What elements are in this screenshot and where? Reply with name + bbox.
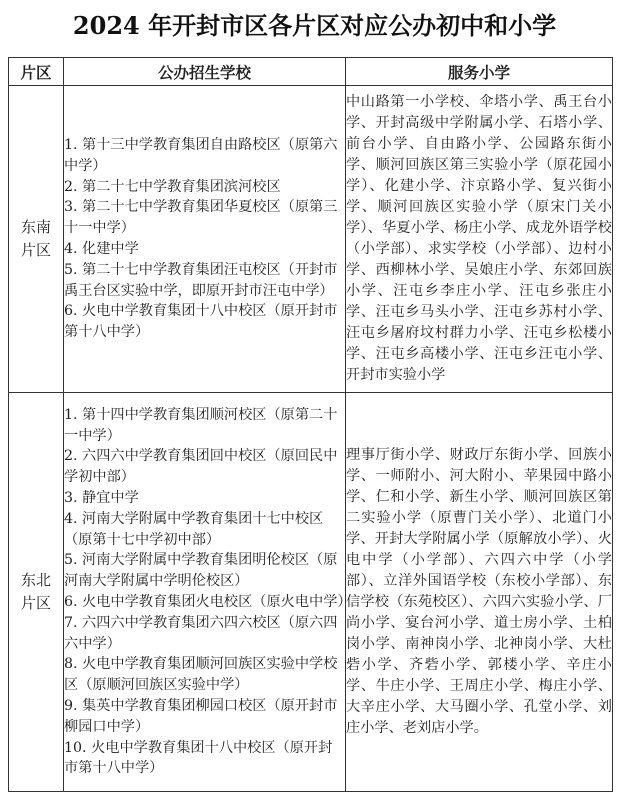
page-title: 2024 年开封市区各片区对应公办初中和小学 bbox=[72, 11, 557, 40]
table-row-northeast bbox=[9, 393, 613, 792]
schools-cell bbox=[64, 393, 352, 792]
school-item: 1. 第十三中学教育集团自由路校区（原第六中学） bbox=[64, 137, 338, 174]
district-name-line: 片区 bbox=[20, 241, 51, 259]
district-name-line: 片区 bbox=[20, 594, 51, 612]
district-cell bbox=[9, 86, 64, 393]
school-item: 3. 静宜中学 bbox=[64, 490, 139, 507]
school-item: 4. 化建中学 bbox=[64, 241, 139, 257]
school-item: 7. 六四六中学教育集团六四六校区（原六四六中学） bbox=[64, 614, 338, 652]
school-item: 3. 第二十七中学教育集团华夏校区（原第三十一中学） bbox=[64, 199, 338, 237]
table-row-southeast bbox=[9, 86, 613, 393]
header-schools: 公办招生学校 bbox=[64, 58, 346, 86]
school-item: 6. 火电中学教育集团十八中校区（原开封市第十八中学） bbox=[64, 303, 338, 341]
table-header-row bbox=[9, 58, 613, 86]
school-item: 9. 集英中学教育集团柳园口校区（原开封市柳园口中学） bbox=[64, 697, 338, 735]
district-table bbox=[8, 57, 613, 792]
school-item: 8. 火电中学教育集团顺河回族区实验中学校区（原顺河回族区实验中学） bbox=[64, 656, 338, 694]
school-item: 2. 第二十七中学教育集团滨河校区 bbox=[64, 178, 281, 195]
school-item: 5. 第二十七中学教育集团汪屯校区（开封市禹王台区实验中学，即原开封市汪屯中学） bbox=[64, 261, 338, 299]
school-item: 6. 火电中学教育集团火电校区（原火电中学） bbox=[64, 594, 352, 610]
school-item: 5. 河南大学附属中学教育集团明伦校区（原河南大学附属中学明伦校区） bbox=[64, 552, 338, 590]
school-item: 2. 六四六中学教育集团回中校区（原回民中学初中部） bbox=[64, 448, 338, 486]
district-cell bbox=[9, 393, 64, 792]
school-item: 1. 第十四中学教育集团顺河校区（原第二十一中学） bbox=[64, 406, 338, 444]
services-cell bbox=[346, 86, 613, 393]
service-schools-text: 理事厅街小学、财政厅东街小学、回族小学、一师附小、河大附小、苹果园中路小学、仁和小学、新生小学、顺河回族区第二实验小学（原曹门关小学）、北道门小学、开封大学附属小学（原解放小学）、火电中学（小学部）、六四六中学（小学部）、立洋外国语学校（东校小学部）、东信学校（东苑校区）、六四六实验小学、厂尚小学、宴台河小学、道士房小学、土柏岗小学、南神岗小学、北神岗小学、大杜砦小学、齐砦小学、郭楼小学、辛庄小学、牛庄小学、王周庄小学、梅庄小学、大辛庄小学、大马圈小学、孔堂小学、刘庄小学、老刘店小学。 bbox=[346, 447, 612, 736]
service-schools-text: 中山路第一小学校、伞塔小学、禹王台小学、开封高级中学附属小学、石塔小学、前台小学、自由路小学、公园路东街小学、顺河回族区第三实验小学（原花园小学）、化建小学、汴京路小学、复兴街小学、顺河回族区实验小学（原宋门关小学）、华夏小学、杨庄小学、成龙外语学校（小学部）、求实学校（小学部）、边村小学、西柳林小学、吴娘庄小学、东郊回族小学、汪屯乡李庄小学、汪屯乡张庄小学、汪屯乡马头小学、汪屯乡苏村小学、汪屯乡屠府坟村群力小学、汪屯乡松楼小学、汪屯乡高楼小学、汪屯乡汪屯小学、开封市实验小学 bbox=[346, 94, 612, 383]
header-services: 服务小学 bbox=[346, 58, 613, 86]
district-name-line: 东南 bbox=[20, 218, 51, 236]
school-item: 4. 河南大学附属中学教育集团十七中校区（原第十七中学初中部） bbox=[64, 510, 324, 548]
schools-cell bbox=[64, 86, 346, 393]
services-cell bbox=[346, 393, 613, 792]
school-item: 10. 火电中学教育集团十八中校区（原开封市第十八中学） bbox=[64, 739, 333, 777]
header-district: 片区 bbox=[9, 58, 64, 86]
district-name-line: 东北 bbox=[20, 571, 51, 589]
